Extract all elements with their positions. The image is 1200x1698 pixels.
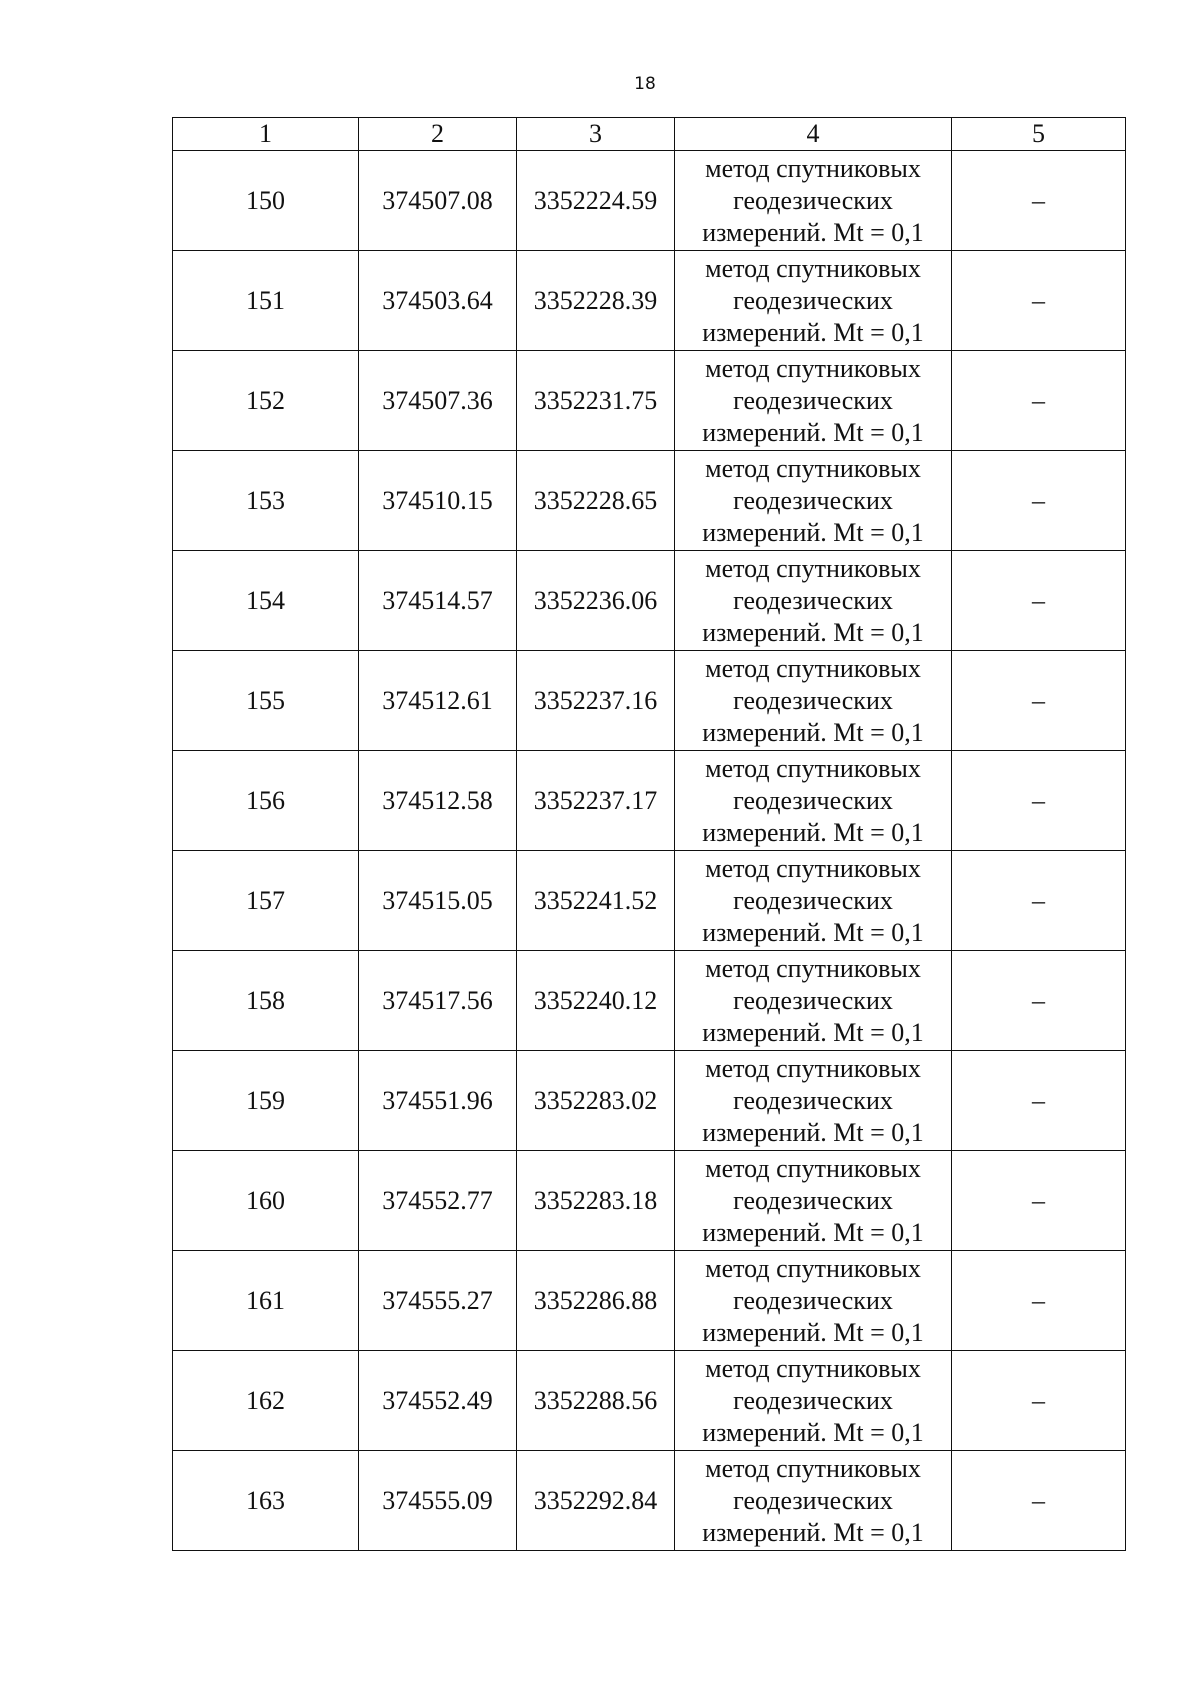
method-text-line: геодезических xyxy=(733,785,893,815)
method-cell xyxy=(675,251,952,351)
note-cell: – xyxy=(952,451,1126,551)
method-text-line: измерений. Mt = 0,1 xyxy=(702,517,924,547)
x-coordinate-cell: 374510.15 xyxy=(359,451,517,551)
y-coordinate-cell: 3352240.12 xyxy=(517,951,675,1051)
y-coordinate-cell: 3352292.84 xyxy=(517,1451,675,1551)
point-number-cell: 156 xyxy=(173,751,359,851)
method-text-line: геодезических xyxy=(733,585,893,615)
method-text-line: метод спутниковых xyxy=(705,1053,921,1083)
method-text-line: геодезических xyxy=(733,885,893,915)
method-text-line: геодезических xyxy=(733,385,893,415)
method-text-line: геодезических xyxy=(733,485,893,515)
method-text-line: метод спутниковых xyxy=(705,253,921,283)
method-cell xyxy=(675,951,952,1051)
method-cell xyxy=(675,851,952,951)
x-coordinate-cell: 374512.61 xyxy=(359,651,517,751)
method-text-line: измерений. Mt = 0,1 xyxy=(702,617,924,647)
method-cell xyxy=(675,651,952,751)
table-header-row xyxy=(173,118,1126,151)
note-cell: – xyxy=(952,1151,1126,1251)
x-coordinate-cell: 374515.05 xyxy=(359,851,517,951)
method-text-line: геодезических xyxy=(733,285,893,315)
method-text-line: геодезических xyxy=(733,1285,893,1315)
y-coordinate-cell: 3352283.18 xyxy=(517,1151,675,1251)
method-text-line: метод спутниковых xyxy=(705,1153,921,1183)
table-row xyxy=(173,1051,1126,1151)
page-number: 18 xyxy=(634,74,656,94)
method-text-line: метод спутниковых xyxy=(705,153,921,183)
method-text-line: геодезических xyxy=(733,1485,893,1515)
table-row xyxy=(173,1251,1126,1351)
table-row xyxy=(173,851,1126,951)
y-coordinate-cell: 3352237.16 xyxy=(517,651,675,751)
method-text-line: измерений. Mt = 0,1 xyxy=(702,1317,924,1347)
method-text-line: измерений. Mt = 0,1 xyxy=(702,1417,924,1447)
method-text-line: геодезических xyxy=(733,185,893,215)
note-cell: – xyxy=(952,651,1126,751)
method-text-line: геодезических xyxy=(733,1385,893,1415)
x-coordinate-cell: 374551.96 xyxy=(359,1051,517,1151)
note-cell: – xyxy=(952,1351,1126,1451)
point-number-cell: 150 xyxy=(173,151,359,251)
point-number-cell: 159 xyxy=(173,1051,359,1151)
method-text-line: метод спутниковых xyxy=(705,853,921,883)
table-row xyxy=(173,1351,1126,1451)
method-text-line: измерений. Mt = 0,1 xyxy=(702,917,924,947)
point-number-cell: 152 xyxy=(173,351,359,451)
x-coordinate-cell: 374552.77 xyxy=(359,1151,517,1251)
point-number-cell: 154 xyxy=(173,551,359,651)
method-text-line: метод спутниковых xyxy=(705,953,921,983)
column-header-4: 4 xyxy=(675,118,952,151)
method-cell xyxy=(675,151,952,251)
method-cell xyxy=(675,751,952,851)
y-coordinate-cell: 3352241.52 xyxy=(517,851,675,951)
point-number-cell: 161 xyxy=(173,1251,359,1351)
x-coordinate-cell: 374555.27 xyxy=(359,1251,517,1351)
x-coordinate-cell: 374503.64 xyxy=(359,251,517,351)
y-coordinate-cell: 3352237.17 xyxy=(517,751,675,851)
table-row xyxy=(173,1151,1126,1251)
y-coordinate-cell: 3352283.02 xyxy=(517,1051,675,1151)
point-number-cell: 163 xyxy=(173,1451,359,1551)
y-coordinate-cell: 3352288.56 xyxy=(517,1351,675,1451)
method-text-line: измерений. Mt = 0,1 xyxy=(702,217,924,247)
method-text-line: геодезических xyxy=(733,1085,893,1115)
table-body xyxy=(173,151,1126,1551)
point-number-cell: 158 xyxy=(173,951,359,1051)
method-text-line: метод спутниковых xyxy=(705,1353,921,1383)
point-number-cell: 151 xyxy=(173,251,359,351)
y-coordinate-cell: 3352286.88 xyxy=(517,1251,675,1351)
coordinates-table xyxy=(172,117,1126,1551)
method-text-line: измерений. Mt = 0,1 xyxy=(702,1117,924,1147)
method-cell xyxy=(675,1251,952,1351)
method-text-line: метод спутниковых xyxy=(705,753,921,783)
column-header-3: 3 xyxy=(517,118,675,151)
y-coordinate-cell: 3352231.75 xyxy=(517,351,675,451)
point-number-cell: 160 xyxy=(173,1151,359,1251)
table-row xyxy=(173,1451,1126,1551)
y-coordinate-cell: 3352224.59 xyxy=(517,151,675,251)
method-text-line: измерений. Mt = 0,1 xyxy=(702,317,924,347)
method-text-line: метод спутниковых xyxy=(705,1253,921,1283)
note-cell: – xyxy=(952,751,1126,851)
table-row xyxy=(173,751,1126,851)
point-number-cell: 155 xyxy=(173,651,359,751)
method-text-line: измерений. Mt = 0,1 xyxy=(702,417,924,447)
method-text-line: измерений. Mt = 0,1 xyxy=(702,1517,924,1547)
x-coordinate-cell: 374514.57 xyxy=(359,551,517,651)
table-row xyxy=(173,451,1126,551)
method-text-line: метод спутниковых xyxy=(705,653,921,683)
table-row xyxy=(173,251,1126,351)
x-coordinate-cell: 374552.49 xyxy=(359,1351,517,1451)
method-text-line: метод спутниковых xyxy=(705,1453,921,1483)
method-cell xyxy=(675,1051,952,1151)
note-cell: – xyxy=(952,1251,1126,1351)
method-cell xyxy=(675,551,952,651)
note-cell: – xyxy=(952,1451,1126,1551)
method-cell xyxy=(675,1351,952,1451)
note-cell: – xyxy=(952,551,1126,651)
method-cell xyxy=(675,351,952,451)
note-cell: – xyxy=(952,1051,1126,1151)
method-cell xyxy=(675,1451,952,1551)
method-cell xyxy=(675,451,952,551)
x-coordinate-cell: 374507.36 xyxy=(359,351,517,451)
note-cell: – xyxy=(952,851,1126,951)
x-coordinate-cell: 374555.09 xyxy=(359,1451,517,1551)
method-text-line: метод спутниковых xyxy=(705,353,921,383)
note-cell: – xyxy=(952,951,1126,1051)
y-coordinate-cell: 3352236.06 xyxy=(517,551,675,651)
table-row xyxy=(173,651,1126,751)
point-number-cell: 157 xyxy=(173,851,359,951)
note-cell: – xyxy=(952,351,1126,451)
method-text-line: геодезических xyxy=(733,1185,893,1215)
table-row xyxy=(173,951,1126,1051)
method-text-line: метод спутниковых xyxy=(705,553,921,583)
method-text-line: геодезических xyxy=(733,685,893,715)
point-number-cell: 153 xyxy=(173,451,359,551)
note-cell: – xyxy=(952,151,1126,251)
method-cell xyxy=(675,1151,952,1251)
x-coordinate-cell: 374517.56 xyxy=(359,951,517,1051)
note-cell: – xyxy=(952,251,1126,351)
table-row xyxy=(173,151,1126,251)
method-text-line: измерений. Mt = 0,1 xyxy=(702,1217,924,1247)
x-coordinate-cell: 374512.58 xyxy=(359,751,517,851)
method-text-line: измерений. Mt = 0,1 xyxy=(702,1017,924,1047)
column-header-1: 1 xyxy=(173,118,359,151)
y-coordinate-cell: 3352228.39 xyxy=(517,251,675,351)
x-coordinate-cell: 374507.08 xyxy=(359,151,517,251)
point-number-cell: 162 xyxy=(173,1351,359,1451)
column-header-5: 5 xyxy=(952,118,1126,151)
method-text-line: метод спутниковых xyxy=(705,453,921,483)
method-text-line: геодезических xyxy=(733,985,893,1015)
table-row xyxy=(173,351,1126,451)
method-text-line: измерений. Mt = 0,1 xyxy=(702,717,924,747)
method-text-line: измерений. Mt = 0,1 xyxy=(702,817,924,847)
y-coordinate-cell: 3352228.65 xyxy=(517,451,675,551)
table-row xyxy=(173,551,1126,651)
column-header-2: 2 xyxy=(359,118,517,151)
